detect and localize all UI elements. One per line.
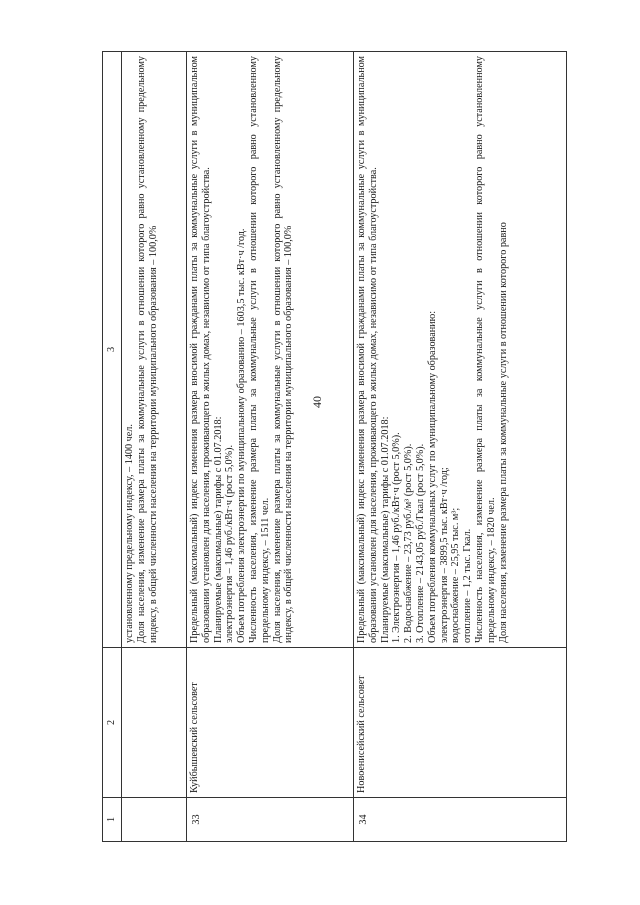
description-line: Предельный (максимальный) индекс изменения размера вносимой гражданами платы за коммунальные услуги в муниципальном образовании установлен для населения, проживающего в жилых домах, независимо от типа благоустройства.: [189, 56, 212, 643]
row-number: 34: [354, 798, 567, 842]
description-line: 2. Водоснабжение – 23,73 руб./м³ (рост 5,0%).: [403, 443, 415, 643]
table-header-row: [103, 52, 122, 842]
municipality-name: [122, 648, 187, 798]
table-container: [102, 52, 567, 842]
header-col-1: 1: [103, 798, 122, 842]
row-description: [354, 52, 567, 648]
row-number: 33: [187, 798, 354, 842]
description-line: 1. Электроэнергия – 1,46 руб./кВт·ч (рост 5,0%).: [391, 432, 403, 643]
description-line: электроэнергия – 1,46 руб./кВт·ч (рост 5,0%).: [224, 444, 236, 643]
row-description: [122, 52, 187, 648]
table-row: [122, 52, 187, 842]
description-line: Планируемые (максимальные) тарифы с 01.07.2018:: [379, 416, 391, 643]
row-number: [122, 798, 187, 842]
description-line: 3. Отопление – 2143,05 руб./Гкал (рост 5,0%).: [414, 443, 426, 643]
description-line: Доля населения, изменение размера платы за коммунальные услуги в отношении которого равно: [497, 222, 509, 643]
row-description: [187, 52, 354, 648]
municipality-name: Куйбышевский сельсовет: [187, 648, 354, 798]
description-line: Доля населения, изменение размера платы за коммунальные услуги в отношении которого равно установленному предельному индексу, в общей численности населения на территории муниципального образования – 100,0%: [135, 56, 159, 643]
description-line: отопление – 1,2 тыс. Гкал.: [462, 528, 474, 643]
description-line: водоснабжение – 25,95 тыс. м³;: [450, 507, 462, 643]
municipality-name: Новоенисейский сельсовет: [354, 648, 567, 798]
rotated-table-frame: [102, 52, 567, 842]
header-col-3: 3: [103, 52, 122, 648]
table-row: [354, 52, 567, 842]
description-line: Доля населения, изменение размера платы за коммунальные услуги в отношении которого равно установленному предельному индексу, в общей численности населения на территории муниципального образования – 100,0%: [271, 56, 295, 643]
header-col-2: 2: [103, 648, 122, 798]
description-line: Численность населения, изменение размера платы за коммунальные услуги в отношении которого равно установленному предельному индексу, – 1511 чел.: [247, 56, 271, 643]
description-line: Планируемые (максимальные) тарифы с 01.07.2018:: [212, 416, 224, 643]
description-line: установленному предельному индексу, – 1400 чел.: [124, 424, 135, 643]
description-line: Объем потребления коммунальных услуг по муниципальному образованию:: [426, 310, 438, 643]
page-number: 40: [310, 396, 324, 408]
table-row: [187, 52, 354, 842]
tariff-table: [102, 51, 567, 842]
description-line: электроэнергия – 3899,5 тыс. кВт·ч /год;: [438, 467, 450, 643]
description-line: Предельный (максимальный) индекс изменения размера вносимой гражданами платы за коммунальные услуги в муниципальном образовании установлен для населения, проживающего в жилых домах, независимо от типа благоустройства.: [356, 56, 379, 643]
description-line: Численность населения, изменение размера платы за коммунальные услуги в отношении которого равно установленному предельному индексу, – 1820 чел.: [473, 56, 497, 643]
description-line: Объем потребления электроэнергии по муниципальному образованию – 1603,5 тыс. кВт·ч /год.: [236, 228, 248, 643]
